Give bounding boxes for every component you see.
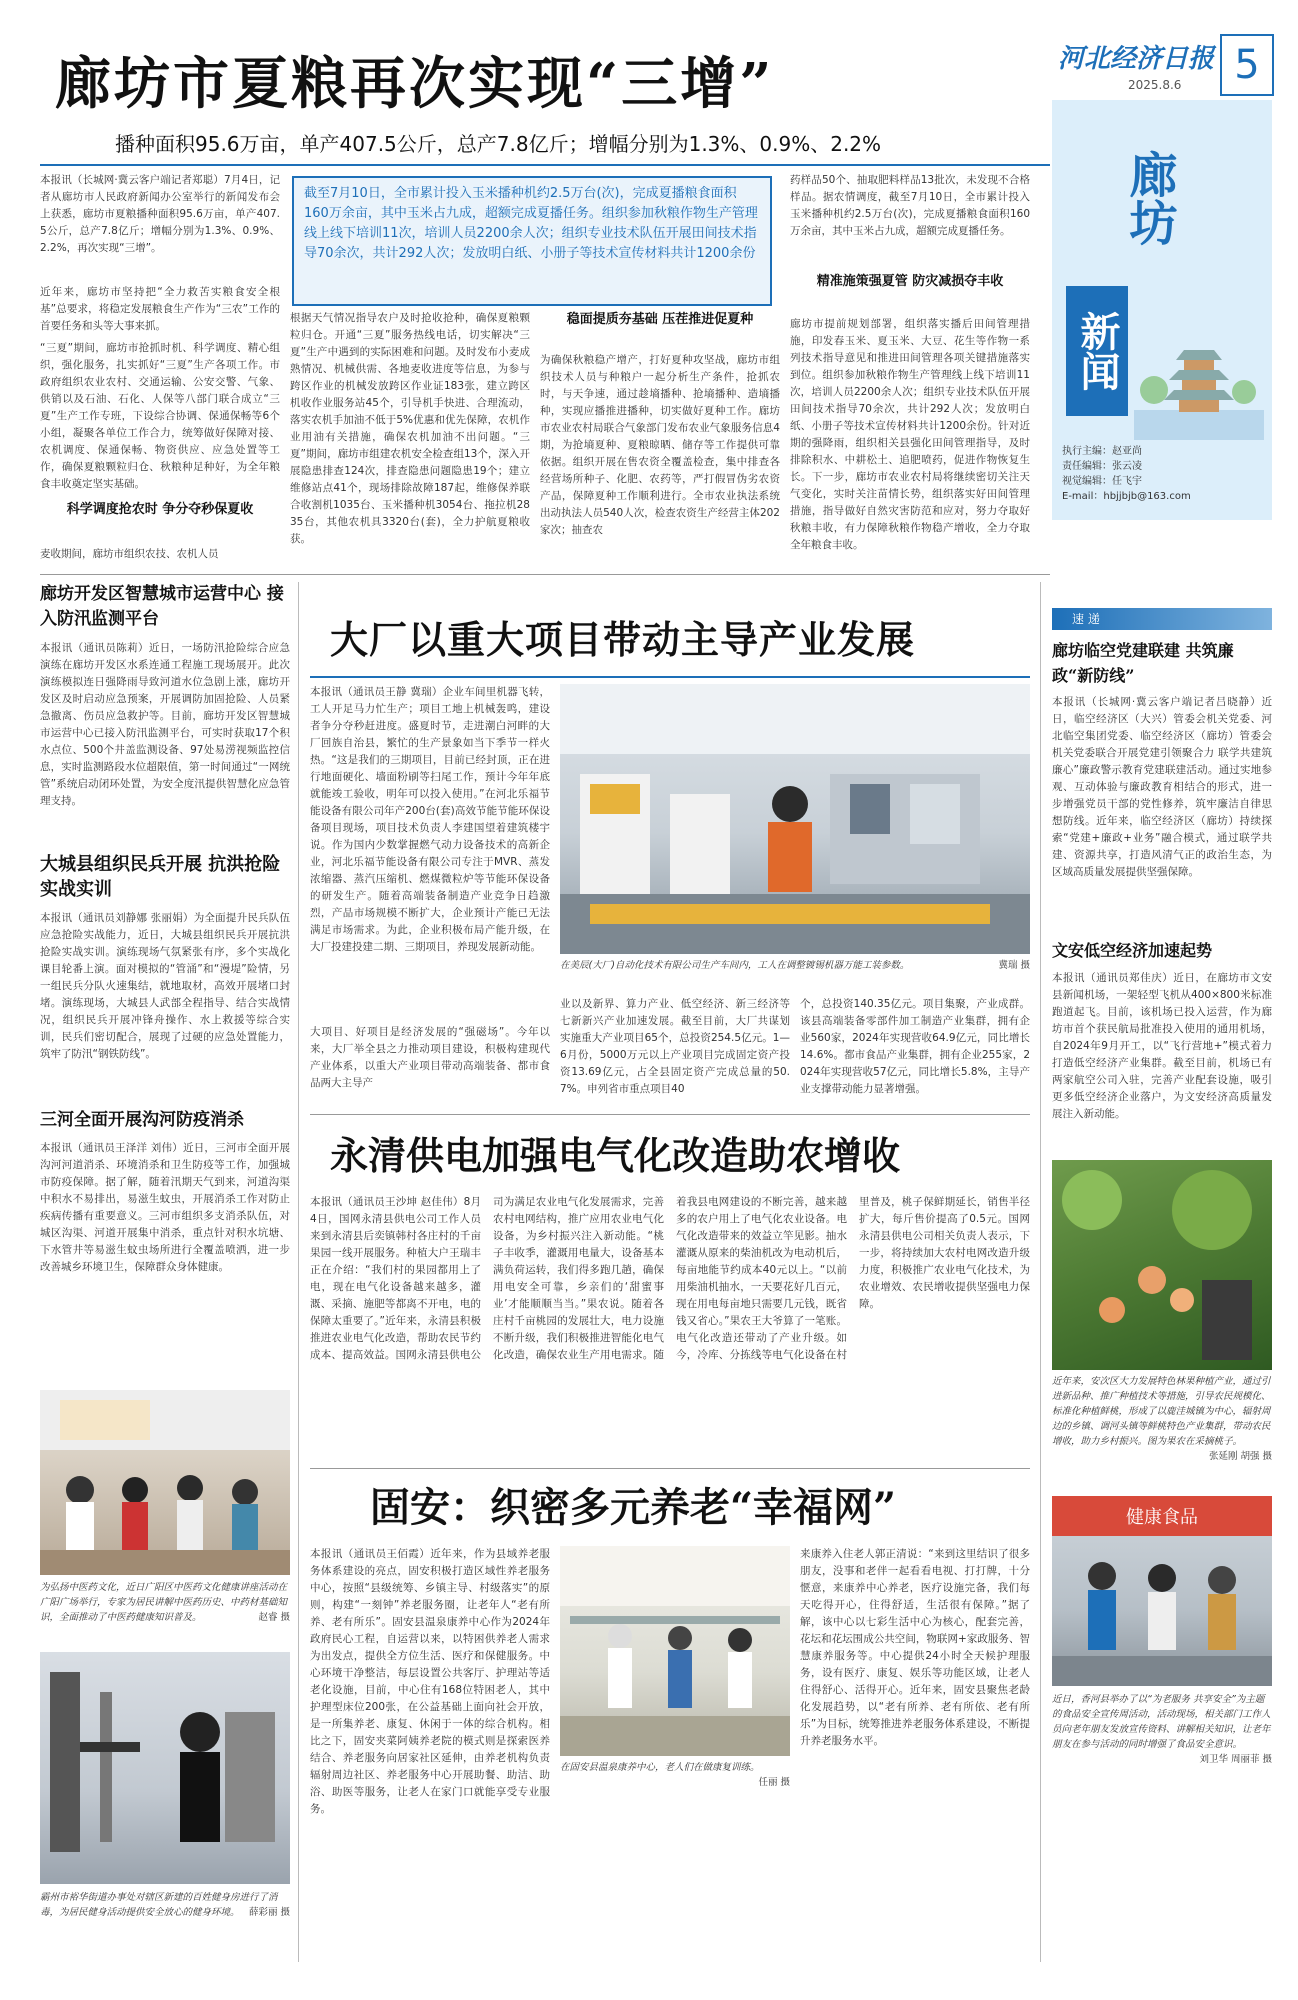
guan-body2: 来康养入住老人郭正清说：“来到这里结识了很多朋友，没事和老伴一起看看电视、打打牌，十分惬意，来康养中心养老，医疗设施完备，我们每天吃得开心，住得舒适，生活很有保障。”据了解，该中心以七彩生活中心为核心，配套完善，花坛和花坛围成公共空间，物联网+家政服务、智慧康养服务等。中心提供24小时全天候护理服务，设有医疗、康复、娱乐等功能区域，让老人住得舒心、活得开心。近年来，固安县聚焦老龄化发展趋势，以“老有所养、老有所依、老有所乐”为目标，统筹推进养老服务体系建设，不断提升养老服务水平。 (800, 1548, 1030, 1747)
main-col1-para3: “三夏”期间，廊坊市抢抓时机、科学调度、精心组织，强化服务，扎实抓好“三夏”生产各项工作。市政府组织农业农村、交通运输、公安交警、气象、供销以及石油、石化、人保等八部门联合成立“三夏”生产工作专班，下设综合协调、保通保畅等6个小组，凝聚各单位工作合力，统筹做好保障对接、农机调度、保通保畅、物资供应、应急处置等工作，确保夏粮颗粒归仓、秋粮种足种好，为全年粮食丰收奠定坚实基础。 (40, 342, 280, 490)
photo-food-safety-event (1052, 1496, 1272, 1686)
top-rule (40, 164, 1050, 166)
editor-email: E-mail：hbjjbjb@163.com (1062, 491, 1191, 502)
photo-gym-scene (40, 1652, 290, 1884)
dachang-photo (560, 684, 1030, 954)
editors (1062, 444, 1267, 514)
left-b-title: 大城县组织民兵开展 抗洪抢险实战实训 (40, 854, 281, 900)
editor-resp: 责任编辑：张云凌 (1062, 461, 1142, 472)
right-photo-2-caption-text: 近日，香河县举办了以“为老服务 共享安全”为主题的食品安全宣传周活动，活动现场，相关部门工作人员向老年朋友发放宣传资料、讲解相关知识，让老年朋友在参与活动的同时增强了食品安全意识。 (1052, 1694, 1271, 1750)
pagoda-illustration (1134, 320, 1264, 440)
main-col1-para4: 麦收期间，廊坊市组织农技、农机人员 (40, 548, 219, 560)
main-col1-para2: 近年来，廊坊市坚持把“全力救苦实粮食安全根基”总要求，将稳定发展粮食生产作为“三农”工作的首要任务和头等大事来抓。 (40, 286, 280, 332)
dachang-body3: 个，总投资140.35亿元。项目集聚，产业成群。该县高端装备零部件加工制造产业集群，拥有企业560家，2024年实现营收64.9亿元，同比增长14.6%。都市食品产业集群，拥有企业255家，2024年实现营收57亿元，同比增长5.8%，主导产业支撑带动能力显著增强。 (800, 998, 1030, 1095)
kuaidi-label: 速 递 (1052, 608, 1272, 630)
dachang-body2: 业以及新界、算力产业、低空经济、新三经济等七新新兴产业加速发展。截至目前，大厂共谋划实施重大产业项目65个，总投资254.5亿元。1—6月份，5000万元以上产业项目完成固定资产投资13.69亿元，占全县固定资产完成总量的50.7%。申列省市重点项目40 (560, 998, 790, 1095)
left-photo-2-caption-text: 霸州市裕华街道办事处对辖区新建的百姓健身房进行了消毒，为居民健身活动提供安全放心的健身环境。 (40, 1892, 278, 1918)
right-r2-title: 文安低空经济加速起势 (1052, 941, 1213, 960)
main-sub2: 稳面提质夯基础 压茬推进促夏种 (566, 312, 754, 327)
divider-right (1040, 582, 1041, 1962)
divider-main (40, 574, 1050, 575)
divider-low (310, 1468, 1030, 1469)
left-photo-1-caption-text: 为弘扬中医药文化，近日广阳区中医药文化健康讲座活动在广阳广场举行，专家为居民讲解中医药历史、中药材基础知识，全面推动了中医药健康知识普及。 (40, 1582, 288, 1623)
right-photo-1-credit: 张延刚 胡强 摄 (1208, 1451, 1272, 1462)
left-a-body: 本报讯（通讯员陈莉）近日，一场防汛抢险综合应急演练在廊坊开发区水系连通工程施工现场展开。此次演练模拟连日强降雨导致河道水位急剧上涨，廊坊开发区及时启动应急预案，开展调防加固抢险、人员紧急撤离、伤员应急救护等。目前，廊坊开发区智慧城市运营中心已接入防汛监测平台，可实时获取17个积水点位、500个井盖监测设备、97处易涝视频监控信息，实时监测路段水位超限值，第一时间通过“一网统管”系统启动闭环处置，为安全度汛提供智慧化应急管理支持。 (40, 642, 290, 807)
main-subheadline: 播种面积95.6万亩，单产407.5公斤，总产7.8亿斤；增幅分别为1.3%、0.9%、2.2% (115, 132, 882, 156)
main-sub3: 精准施策强夏管 防灾减损夺丰收 (816, 274, 1004, 289)
photo-lecture-scene (40, 1390, 290, 1575)
masthead-paper-name: 河北经济日报 (1058, 44, 1215, 74)
main-col3: 为确保秋粮稳产增产，打好夏种攻坚战，廊坊市组织技术人员与种粮户一起分析生产条件，抢抓农时，与天争速，通过趁墒播种、抢墒播种、造墒播种，实现应播推进播种，切实做好夏种工作。廊坊市农业农村局联合气象部门发布农业气象服务信息4期，为抢墒夏种、夏粮晾晒、储存等工作提供可靠依据。组织开展在售农资全覆盖检查，集中排查各经营场所种子、化肥、农药等，严打假冒伪劣农资产品，保障夏种工作顺利进行。全市农业执法系统出动执法人员540人次，检查农资生产经营主体202家次；抽查农 (540, 354, 780, 536)
left-photo-2 (40, 1652, 290, 1884)
photo-factory-worker (560, 684, 1030, 954)
yongqing-title: 永清供电加强电气化改造助农增收 (330, 1133, 901, 1178)
right-photo-1-caption (1052, 1374, 1272, 1490)
main-col4-para2: 廊坊市提前规划部署，组织落实播后田间管理措施，印发春玉米、夏玉米、大豆、花生等作物一系列技术指导意见和推进田间管理各项关键措施落实到位。组织参加秋粮作物生产管理线上线下培训11次，培训人员2200余人次；组织专业技术队伍开展田间技术指导70余次，共计292人次；发放明白纸、小册子等技术宣传材料共计1200余份。针对近期的强降雨，组织相关县强化田间管理指导，及时排除积水、中耕松土、追肥喷药，促进作物恢复生长。下一步，廊坊市农业农村局将继续密切关注天气变化，实时关注苗情长势，组织落实好田间管理措施，指导做好自然灾害防范和应对，努力夺取好秋粮丰收，有力保障秋粮作物稳产增收，全力夺取全年粮食丰收。 (790, 318, 1030, 551)
main-col1-para1: 本报讯（长城网·冀云客户端记者郑聪）7月4日，记者从廊坊市人民政府新闻办公室举行的新闻发布会上获悉，廊坊市夏粮播种面积95.6万亩，单产407.5公斤，总产7.8亿斤；增幅分别为1.3%、0.9%、2.2%，再次实现“三增”。 (40, 174, 280, 254)
guan-caption-credit: 任丽 摄 (758, 1777, 790, 1788)
guan-caption-text: 在固安县温泉康养中心，老人们在做康复训练。 (560, 1762, 760, 1773)
left-photo-2-credit: 薛彩丽 摄 (248, 1907, 290, 1918)
guan-photo (560, 1546, 790, 1756)
main-headline: 廊坊市夏粮再次实现“三增” (55, 51, 775, 117)
left-photo-1-caption (40, 1580, 290, 1644)
guan-caption (560, 1760, 790, 1794)
divider-mid (310, 1114, 1030, 1115)
main-col2: 根据天气情况指导农户及时抢收抢种，确保夏粮颗粒归仓。开通“三夏”服务热线电话，切实解决“三夏”生产中遇到的实际困难和问题。及时发布小麦成熟情况、机械供需、各地麦收进度等信息，为参与跨区作业的机械发放跨区作业证183张，建立跨区机收作业服务站45个，引导机手快进、合理流动，落实农机手加油不低于5%优惠和优先保障，农机作业用油有关措施，确保农机加油不出问题。“三夏”期间，廊坊市组建农机安全检查组13个，深入开展隐患排查124次，排查隐患问题隐患19个；建立维修站点41个，现场排除故障187起，维修保养联合收割机1035台、玉米播种机3054台、拖拉机2835台，其他农机具3320台(套)，全力护航夏粮收获。 (290, 312, 530, 545)
right-r2-body: 本报讯（通讯员郑佳庆）近日，在廊坊市文安县新闻机场，一架轻型飞机从400×800米标准跑道起飞。目前，该机场已投入运营，作为廊坊市首个获民航局批准投入使用的通用机场，自2024年9月开工，以“飞行营地+”模式着力打造低空经济产业集群。截至目前，机场已有两家航空公司入驻，完善产业配套设施，吸引更多低空经济企业落户，为文安经济高质量发展注入新动能。 (1052, 972, 1272, 1120)
right-photo-2-caption (1052, 1692, 1272, 1802)
photo-peach-harvest (1052, 1160, 1272, 1370)
section-city: 廊坊 (1121, 150, 1177, 246)
main-sub1: 科学调度抢农时 争分夺秒保夏收 (66, 502, 254, 517)
dachang-rule (310, 676, 1030, 678)
left-photo-1-credit: 赵睿 摄 (258, 1612, 290, 1623)
dachang-body1: 本报讯（通讯员王静 冀瑞）企业车间里机器飞转，工人开足马力忙生产；项目工地上机械轰鸣，建设者争分夺秒赶进度。盛夏时节，走进潮白河畔的大厂回族自治县，繁忙的生产景象如当下季节一样火热。“这是我们的三期项目，目前已经封顶，正在进行地面硬化、墙面粉刷等扫尾工作，预计今年年底就能竣工验收，明年可以投入使用。”在河北乐福节能设备有限公司年产200台(套)高效节能节能环保设备项目现场，项目技术负责人李建国望着建筑楼宇说。作为国内少数掌握燃气动力设备技术的高新企业，河北乐福节能设备有限公司专注于MVR、蒸发浓缩器、蒸汽压缩机、燃煤微粒炉等节能环保设备的研发生产。随着高端装备制造产业竞争日趋激烈，产品市场规模不断扩大，企业预计产能已无法满足市场需求。为此，企业积极布局产能升级，在大厂投建投建二期、三期项目，养现发展新动能。 (310, 686, 550, 953)
dachang-caption (560, 958, 1030, 994)
right-r1-title: 廊坊临空党建联建 共筑廉政“新防线” (1052, 641, 1234, 685)
right-photo-1-caption-text: 近年来，安次区大力发展特色林果种植产业，通过引进新品种、推广种植技术等措施，引导农民规模化、标准化种植鲜桃，形成了以鹿洼城镇为中心，辐射周边的乡镇、调河头镇等鲜桃特色产业集群，带动农民增收，助力乡村振兴。图为果农在采摘桃子。 (1052, 1376, 1271, 1447)
editor-exec: 执行主编：赵亚尚 (1062, 446, 1142, 457)
highlight-box: 截至7月10日，全市累计投入玉米播种机约2.5万台(次)，完成夏播粮食面积160万余亩，其中玉米占九成，超额完成夏播任务。组织参加秋粮作物生产管理线上线下培训11次，培训人员2200余人次；组织专业技术队伍开展田间技术指导70余次，共计292人次；发放明白纸、小册子等技术宣传材料共计1200余份 (292, 176, 772, 306)
yongqing-body: 本报讯（通讯员王沙坤 赵佳伟）8月4日，国网永清县供电公司工作人员来到永清县后奕镇韩村各庄村的千亩果园一线开展服务。种植大户王瑞丰正在介绍：“我们村的果园都用上了电，现在电气化设备越来越多，灌溉、采摘、施肥等都离不开电，电的保障太重要了。”近年来，永清县积极推进农业电气化改造，帮助农民节约成本、提高效益。国网永清县供电公司为满足农业电气化发展需求，完善农村电网结构，推广应用农业电气化设备，为乡村振兴注入新动能。“桃子丰收季，灌溉用电量大，设备基本满负荷运转，我们得多跑几趟，确保用电安全可靠，乡亲们的‘甜蜜事业’才能顺顺当当。”果农说。随着各庄村千亩桃园的发展壮大，电力设施不断升级，我们积极推进智能化电气化改造，确保农业生产用电需求。随着我县电网建设的不断完善，越来越多的农户用上了电气化农业设备。电气化改造带来的效益立竿见影。抽水灌溉从原来的柴油机改为电动机后，每亩地能节约成本40元以上。“以前用柴油机抽水，一天要花好几百元，现在用电每亩地只需要几元钱，既省钱又省心。”果农王大爷算了一笔账。电气化改造还带动了产业升级。如今，冷库、分拣线等电气化设备在村里普及，桃子保鲜期延长，销售半径扩大，每斤售价提高了0.5元。国网永清县供电公司相关负责人表示，下一步，将持续加大农村电网改造升级力度，积极推广农业电气化技术，为农业增效、农民增收提供坚强电力保障。 (310, 1196, 1030, 1361)
editor-visual: 视觉编辑：任飞宇 (1062, 476, 1142, 487)
left-c-title: 三河全面开展沟河防疫消杀 (40, 1110, 244, 1130)
masthead-date: 2025.8.6 (1128, 78, 1182, 92)
photo-rehab-scene (560, 1546, 790, 1756)
divider-left (298, 582, 299, 1962)
left-c-body: 本报讯（通讯员王泽洋 刘伟）近日，三河市全面开展沟河河道消杀、环境消杀和卫生防疫等工作，加强城市防疫保障。据了解，随着汛期天气到来，河道沟渠中积水不易排出，易滋生蚊虫，开展消杀工作对防止疾病传播有重要意义。三河市组织多支消杀队伍，对城区沟渠、河道开展集中消杀，重点针对积水坑塘、下水管井等易滋生蚊虫场所进行全覆盖喷洒，进一步改善城乡环境卫生，保障群众身体健康。 (40, 1142, 290, 1273)
dachang-caption-credit: 冀瑞 摄 (998, 960, 1030, 971)
left-photo-2-caption (40, 1890, 290, 1950)
right-photo-2 (1052, 1496, 1272, 1686)
banner-text: 健康食品 (1126, 1507, 1198, 1528)
left-a-title: 廊坊开发区智慧城市运营中心 接入防汛监测平台 (40, 584, 284, 629)
right-photo-2-credit: 刘卫华 周丽菲 摄 (1199, 1754, 1272, 1765)
guan-title: 固安：织密多元养老“幸福网” (370, 1484, 897, 1531)
dachang-title: 大厂以重大项目带动主导产业发展 (330, 617, 916, 662)
right-photo-1 (1052, 1160, 1272, 1370)
main-col4-para1: 药样品50个、抽取肥料样品13批次，未发现不合格样品。据农情调度，截至7月10日，全市累计投入玉米播种机约2.5万台(次)，完成夏播粮食面积160万余亩，其中玉米占九成，超额完成夏播任务。 (790, 174, 1030, 237)
left-b-body: 本报讯（通讯员刘静娜 张丽娟）为全面提升民兵队伍应急抢险实战能力，近日，大城县组织民兵开展抗洪抢险实战实训。演练现场气氛紧张有序，多个实战化课目轮番上演。面对模拟的“管涌”和“漫堤”险情，另一组民兵分队火速集结，就地取材，高效开展堵口封堵。演练现场，大城县人武部全程指导、结合实战情况，组织民兵开展冲锋舟操作、水上救援等综合实训，民兵们密切配合，展现了过硬的应急处置能力，筑牢了防汛“钢铁防线”。 (40, 912, 290, 1060)
dachang-body4: 大项目、好项目是经济发展的“强磁场”。今年以来，大厂举全县之力推动项目建设，积极构建现代产业体系，以重大产业项目带动高端装备、都市食品两大主导产 (310, 1026, 550, 1089)
section-label: 新闻 (1066, 286, 1128, 416)
guan-body: 本报讯（通讯员王佰霞）近年来，作为县域养老服务体系建设的亮点，固安积极打造区域性养老服务中心，按照“县级统筹、乡镇主导、村级落实”的原则，构建“一刻钟”养老服务圈，让老年人“老有所养、老有所乐”。固安县温泉康养中心作为2024年政府民心工程，自运营以来，以特困供养老人需求为出发点，提供全方位生活、医疗和保健服务。中心环境干净整洁，每层设置公共客厅、护理站等适老化设施，目前，中心住有168位特困老人，其中护理型床位200张，在公益基础上面向社会开放，是一所集养老、康复、休闲于一体的综合机构。相比之下，固安夹菜阿姨养老院的模式则是探索医养结合、养老服务向居家社区延伸，由养老机构负责辐射周边社区、养老服务中心开展助餐、助洁、助浴、助医等服务，让老人在家门口就能享受专业服务。 (310, 1548, 550, 1815)
dachang-caption-text: 在美辰(大厂)自动化技术有限公司生产车间内，工人在调整镀锡机器万能工装参数。 (560, 960, 910, 971)
page-number: 5 (1220, 34, 1274, 96)
right-r1-body: 本报讯（长城网·冀云客户端记者吕晓静）近日，临空经济区（大兴）管委会机关党委、河北临空集团党委、临空经济区（廊坊）管委会机关党委联合开展党建引领聚合力 联学共建筑廉心”廉政警示教育党建联建活动。通过实地参观、互动体验与廉政教育相结合的形式，进一步增强党员干部的党性修养，筑牢廉洁自律思想防线。近年来，临空经济区（廊坊）持续探索“党建+廉政+业务”融合模式，通过联学共建、资源共享，打造风清气正的政治生态，为区域高质量发展提供坚强保障。 (1052, 696, 1272, 878)
left-photo-1 (40, 1390, 290, 1575)
